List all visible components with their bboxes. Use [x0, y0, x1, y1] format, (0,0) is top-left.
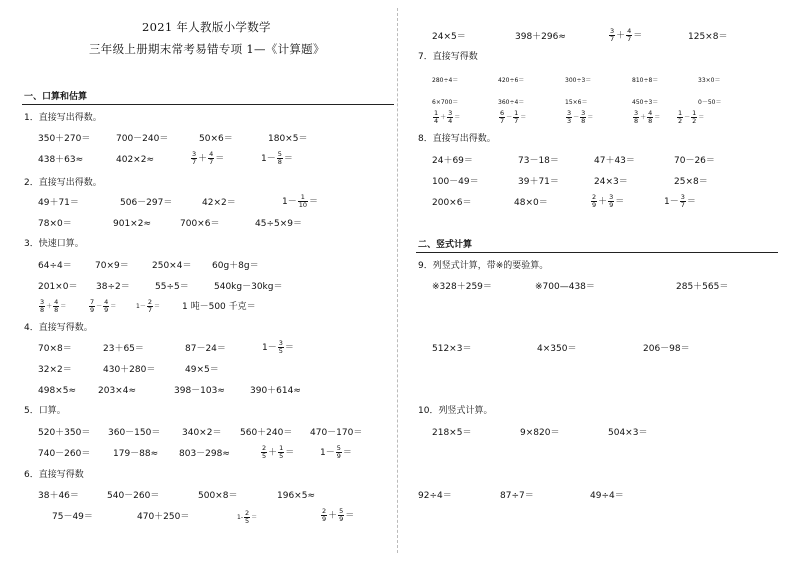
item: 24＋69＝ [432, 156, 473, 166]
item: 398－103≈ [174, 386, 225, 396]
item: 360－150＝ [108, 428, 161, 438]
question-7: 7．直接写得数 [418, 52, 478, 62]
item: 470－170＝ [310, 428, 363, 438]
item: 560＋240＝ [240, 428, 293, 438]
item: 45÷5×9＝ [255, 219, 302, 229]
fraction-expression: 1－ $\frac{5}{9}$ ＝ [320, 444, 352, 460]
item: 196×5≈ [277, 491, 315, 501]
title-line2: 三年级上册期末常考易错专项 1—《计算题》 [89, 42, 325, 56]
fraction-expression: 1－ $\frac{5}{8}$ ＝ [261, 150, 293, 166]
item: 506－297＝ [120, 198, 173, 208]
section-rule-1 [22, 104, 394, 105]
item: 70×8＝ [38, 344, 72, 354]
fraction-expression: 1－ $\frac{1}{10}$ ＝ [282, 193, 319, 209]
item: 55÷5＝ [155, 282, 189, 292]
item: 360÷4＝ [498, 99, 525, 106]
fraction-expression: 1－ $\frac{3}{7}$ ＝ [664, 193, 696, 209]
item: 280÷4＝ [432, 77, 459, 84]
item: 250×4＝ [152, 261, 192, 271]
fraction-expression: 1- $\frac{2}{5}$ ＝ [237, 509, 258, 525]
item: 218×5＝ [432, 428, 472, 438]
item: 39＋71＝ [518, 177, 559, 187]
section-rule-2 [416, 252, 778, 253]
item: 50×6＝ [199, 134, 233, 144]
fraction-expression: $\frac{3}{8}$ ＋ $\frac{4}{8}$ ＝ [40, 298, 67, 314]
item: 15×6＝ [565, 99, 588, 106]
item: 438＋63≈ [38, 155, 84, 165]
item: 540－260＝ [107, 491, 160, 501]
item: 32×2＝ [38, 365, 72, 375]
fraction-expression: $\frac{3}{8}$ ＋ $\frac{4}{8}$ ＝ [634, 109, 661, 125]
item: 1 吨－500 千克＝ [182, 302, 256, 312]
item: 450÷3＝ [632, 99, 659, 106]
item: 350＋270＝ [38, 134, 91, 144]
question-5: 5．口算。 [24, 406, 66, 416]
fraction-expression: $\frac{1}{2}$ － $\frac{1}{2}$ ＝ [678, 109, 705, 125]
item: 87－24＝ [185, 344, 226, 354]
fraction-expression: 1－ $\frac{3}{5}$ ＝ [262, 339, 294, 355]
item: 87÷7＝ [500, 491, 534, 501]
fraction-expression: $\frac{3}{7}$ ＋ $\frac{4}{7}$ ＝ [610, 27, 643, 43]
fraction-expression: $\frac{3}{7}$ ＋ $\frac{4}{7}$ ＝ [192, 150, 225, 166]
item: 49÷4＝ [590, 491, 624, 501]
item: 180×5＝ [268, 134, 308, 144]
item: 0－50＝ [698, 99, 722, 106]
item: 470＋250＝ [137, 512, 190, 522]
item: 398＋296≈ [515, 32, 566, 42]
item: 24×5＝ [432, 32, 466, 42]
item: 512×3＝ [432, 344, 472, 354]
item: 179－88≈ [113, 449, 159, 459]
fraction-expression: $\frac{2}{9}$ ＋ $\frac{3}{9}$ ＝ [592, 193, 625, 209]
item: 402×2≈ [116, 155, 154, 165]
item: 33×0＝ [698, 77, 721, 84]
item: 47＋43＝ [594, 156, 635, 166]
item: 38＋46＝ [38, 491, 79, 501]
item: 23＋65＝ [103, 344, 144, 354]
item: 70×9＝ [95, 261, 129, 271]
question-3: 3．快速口算。 [24, 239, 84, 249]
item: 810÷8＝ [632, 77, 659, 84]
item: 540kg－30kg＝ [214, 282, 283, 292]
fraction-expression: $\frac{7}{9}$ － $\frac{4}{9}$ ＝ [90, 298, 117, 314]
question-2: 2．直接写出得数。 [24, 178, 102, 188]
item: 4×350＝ [537, 344, 577, 354]
item: 200×6＝ [432, 198, 472, 208]
item: 206－98＝ [643, 344, 690, 354]
question-6: 6．直接写得数 [24, 470, 84, 480]
item: 24×3＝ [594, 177, 628, 187]
fraction-expression: $\frac{2}{5}$ ＋ $\frac{1}{5}$ ＝ [262, 444, 295, 460]
section-heading-2: 二、竖式计算 [418, 240, 473, 250]
question-8: 8．直接写出得数。 [418, 134, 496, 144]
item: 70－26＝ [674, 156, 715, 166]
item: 390＋614≈ [250, 386, 301, 396]
item: 803－298≈ [179, 449, 230, 459]
item: 78×0＝ [38, 219, 72, 229]
item: 201×0＝ [38, 282, 78, 292]
fraction-expression: 1－ $\frac{2}{7}$ ＝ [136, 298, 160, 314]
column-divider [397, 8, 398, 553]
question-9: 9．列竖式计算，带※的要验算。 [418, 261, 549, 271]
item: 100－49＝ [432, 177, 479, 187]
title-line1: 2021 年人教版小学数学 [142, 20, 271, 34]
item: 203×4≈ [98, 386, 136, 396]
question-10: 10．列竖式计算。 [418, 406, 493, 416]
fraction-expression: $\frac{1}{4}$ ＋ $\frac{3}{4}$ ＝ [434, 109, 461, 125]
item: 42×2＝ [202, 198, 236, 208]
item: 75－49＝ [52, 512, 93, 522]
item: 6×700＝ [432, 99, 459, 106]
item: 64÷4＝ [38, 261, 72, 271]
fraction-expression: $\frac{6}{7}$ － $\frac{1}{7}$ ＝ [500, 109, 527, 125]
item: 430＋280＝ [103, 365, 156, 375]
section-heading-1: 一、口算和估算 [24, 92, 88, 102]
item: 740－260＝ [38, 449, 91, 459]
item: 125×8＝ [688, 32, 728, 42]
item: 300÷3＝ [565, 77, 592, 84]
item: 504×3＝ [608, 428, 648, 438]
item: 49＋71＝ [38, 198, 79, 208]
item: ※328＋259＝ [432, 282, 492, 292]
item: 73－18＝ [518, 156, 559, 166]
item: 49×5＝ [185, 365, 219, 375]
item: 38÷2＝ [96, 282, 130, 292]
item: 700－240＝ [116, 134, 169, 144]
item: 420÷6＝ [498, 77, 525, 84]
fraction-expression: $\frac{2}{9}$ ＋ $\frac{5}{9}$ ＝ [322, 507, 355, 523]
item: 500×8＝ [198, 491, 238, 501]
item: 901×2≈ [113, 219, 151, 229]
item: 9×820＝ [520, 428, 560, 438]
item: 498×5≈ [38, 386, 76, 396]
item: ※700—438＝ [535, 282, 595, 292]
fraction-expression: $\frac{3}{3}$ － $\frac{3}{8}$ ＝ [567, 109, 594, 125]
item: 60g＋8g＝ [212, 261, 259, 271]
item: 340×2＝ [182, 428, 222, 438]
question-1: 1．直接写出得数。 [24, 113, 102, 123]
item: 700×6＝ [180, 219, 220, 229]
item: 285＋565＝ [676, 282, 729, 292]
question-4: 4．直接写得数。 [24, 323, 93, 333]
item: 25×8＝ [674, 177, 708, 187]
item: 92÷4＝ [418, 491, 452, 501]
item: 520＋350＝ [38, 428, 91, 438]
item: 48×0＝ [514, 198, 548, 208]
